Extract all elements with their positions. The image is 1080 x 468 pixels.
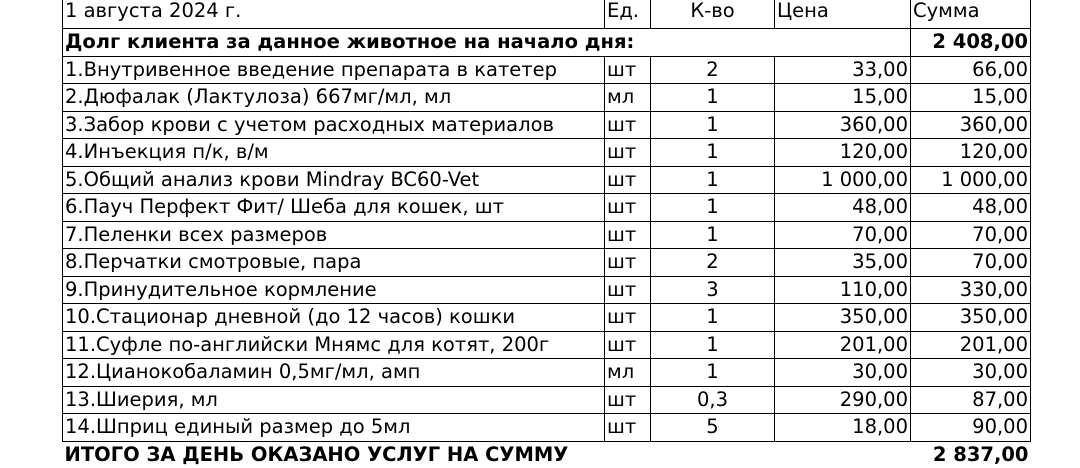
item-sum: 350,00 <box>911 304 1031 332</box>
item-qty: 2 <box>651 56 775 84</box>
item-qty: 0,3 <box>651 386 775 414</box>
price-header: Цена <box>775 0 911 29</box>
item-name: 10.Стационар дневной (до 12 часов) кошки <box>63 304 605 332</box>
item-price: 48,00 <box>775 194 911 222</box>
item-qty: 1 <box>651 304 775 332</box>
item-qty: 1 <box>651 84 775 112</box>
table-row <box>63 139 1031 167</box>
item-unit: шт <box>605 331 651 359</box>
debt-amount: 2 408,00 <box>911 29 1031 57</box>
item-qty: 3 <box>651 276 775 304</box>
item-name: 9.Принудительное кормление <box>63 276 605 304</box>
table-row <box>63 166 1031 194</box>
item-sum: 201,00 <box>911 331 1031 359</box>
sum-header: Сумма <box>911 0 1031 29</box>
header-row <box>63 0 1031 29</box>
item-sum: 15,00 <box>911 84 1031 112</box>
item-sum: 87,00 <box>911 386 1031 414</box>
item-qty: 1 <box>651 221 775 249</box>
item-unit: шт <box>605 166 651 194</box>
item-price: 70,00 <box>775 221 911 249</box>
item-qty: 1 <box>651 111 775 139</box>
item-name: 11.Суфле по-английски Мнямс для котят, 200г <box>63 331 605 359</box>
item-price: 1 000,00 <box>775 166 911 194</box>
unit-header: Ед. <box>605 0 651 29</box>
item-name: 13.Шиерия, мл <box>63 386 605 414</box>
table-row <box>63 304 1031 332</box>
item-sum: 1 000,00 <box>911 166 1031 194</box>
item-name: 14.Шприц единый размер до 5мл <box>63 414 605 442</box>
item-unit: шт <box>605 304 651 332</box>
table-row <box>63 386 1031 414</box>
table-row <box>63 249 1031 277</box>
item-name: 4.Инъекция п/к, в/м <box>63 139 605 167</box>
table-row <box>63 331 1031 359</box>
item-name: 3.Забор крови с учетом расходных материалов <box>63 111 605 139</box>
item-qty: 1 <box>651 166 775 194</box>
item-unit: шт <box>605 221 651 249</box>
table-row <box>63 221 1031 249</box>
table-row <box>63 111 1031 139</box>
item-unit: шт <box>605 56 651 84</box>
invoice-table <box>62 0 1031 468</box>
item-name: 8.Перчатки смотровые, пара <box>63 249 605 277</box>
total-label: ИТОГО ЗА ДЕНЬ ОКАЗАНО УСЛУГ НА СУММУ <box>64 442 569 466</box>
table-row <box>63 414 1031 442</box>
invoice-table-body <box>63 0 1031 468</box>
table-row <box>63 359 1031 387</box>
item-unit: шт <box>605 386 651 414</box>
item-name: 5.Общий анализ крови Mindray BC60-Vet <box>63 166 605 194</box>
item-name: 12.Цианокобаламин 0,5мг/мл, амп <box>63 359 605 387</box>
item-price: 15,00 <box>775 84 911 112</box>
item-qty: 2 <box>651 249 775 277</box>
item-unit: шт <box>605 139 651 167</box>
debt-row <box>63 29 1031 57</box>
item-price: 30,00 <box>775 359 911 387</box>
item-qty: 5 <box>651 414 775 442</box>
qty-header: К-во <box>651 0 775 29</box>
item-sum: 90,00 <box>911 414 1031 442</box>
item-qty: 1 <box>651 331 775 359</box>
item-unit: шт <box>605 249 651 277</box>
item-price: 201,00 <box>775 331 911 359</box>
item-sum: 120,00 <box>911 139 1031 167</box>
item-price: 290,00 <box>775 386 911 414</box>
item-sum: 30,00 <box>911 359 1031 387</box>
item-qty: 1 <box>651 139 775 167</box>
table-row <box>63 56 1031 84</box>
item-name: 6.Пауч Перфект Фит/ Шеба для кошек, шт <box>63 194 605 222</box>
item-name: 7.Пеленки всех размеров <box>63 221 605 249</box>
item-price: 18,00 <box>775 414 911 442</box>
item-price: 350,00 <box>775 304 911 332</box>
table-row <box>63 276 1031 304</box>
item-sum: 330,00 <box>911 276 1031 304</box>
item-unit: мл <box>605 84 651 112</box>
item-price: 33,00 <box>775 56 911 84</box>
item-sum: 360,00 <box>911 111 1031 139</box>
item-unit: шт <box>605 194 651 222</box>
item-sum: 70,00 <box>911 221 1031 249</box>
item-price: 120,00 <box>775 139 911 167</box>
item-name: 1.Внутривенное введение препарата в катетер <box>63 56 605 84</box>
item-sum: 48,00 <box>911 194 1031 222</box>
item-qty: 1 <box>651 194 775 222</box>
item-name: 2.Дюфалак (Лактулоза) 667мг/мл, мл <box>63 84 605 112</box>
item-price: 360,00 <box>775 111 911 139</box>
item-sum: 70,00 <box>911 249 1031 277</box>
total-amount: 2 837,00 <box>932 442 1029 466</box>
item-unit: мл <box>605 359 651 387</box>
item-price: 110,00 <box>775 276 911 304</box>
total-row <box>63 441 1031 468</box>
item-unit: шт <box>605 276 651 304</box>
item-sum: 66,00 <box>911 56 1031 84</box>
table-row <box>63 194 1031 222</box>
item-unit: шт <box>605 414 651 442</box>
table-row <box>63 84 1031 112</box>
date-header: 1 августа 2024 г. <box>63 0 605 29</box>
item-qty: 1 <box>651 359 775 387</box>
item-price: 35,00 <box>775 249 911 277</box>
item-unit: шт <box>605 111 651 139</box>
debt-label: Долг клиента за данное животное на начало дня: <box>63 29 911 57</box>
